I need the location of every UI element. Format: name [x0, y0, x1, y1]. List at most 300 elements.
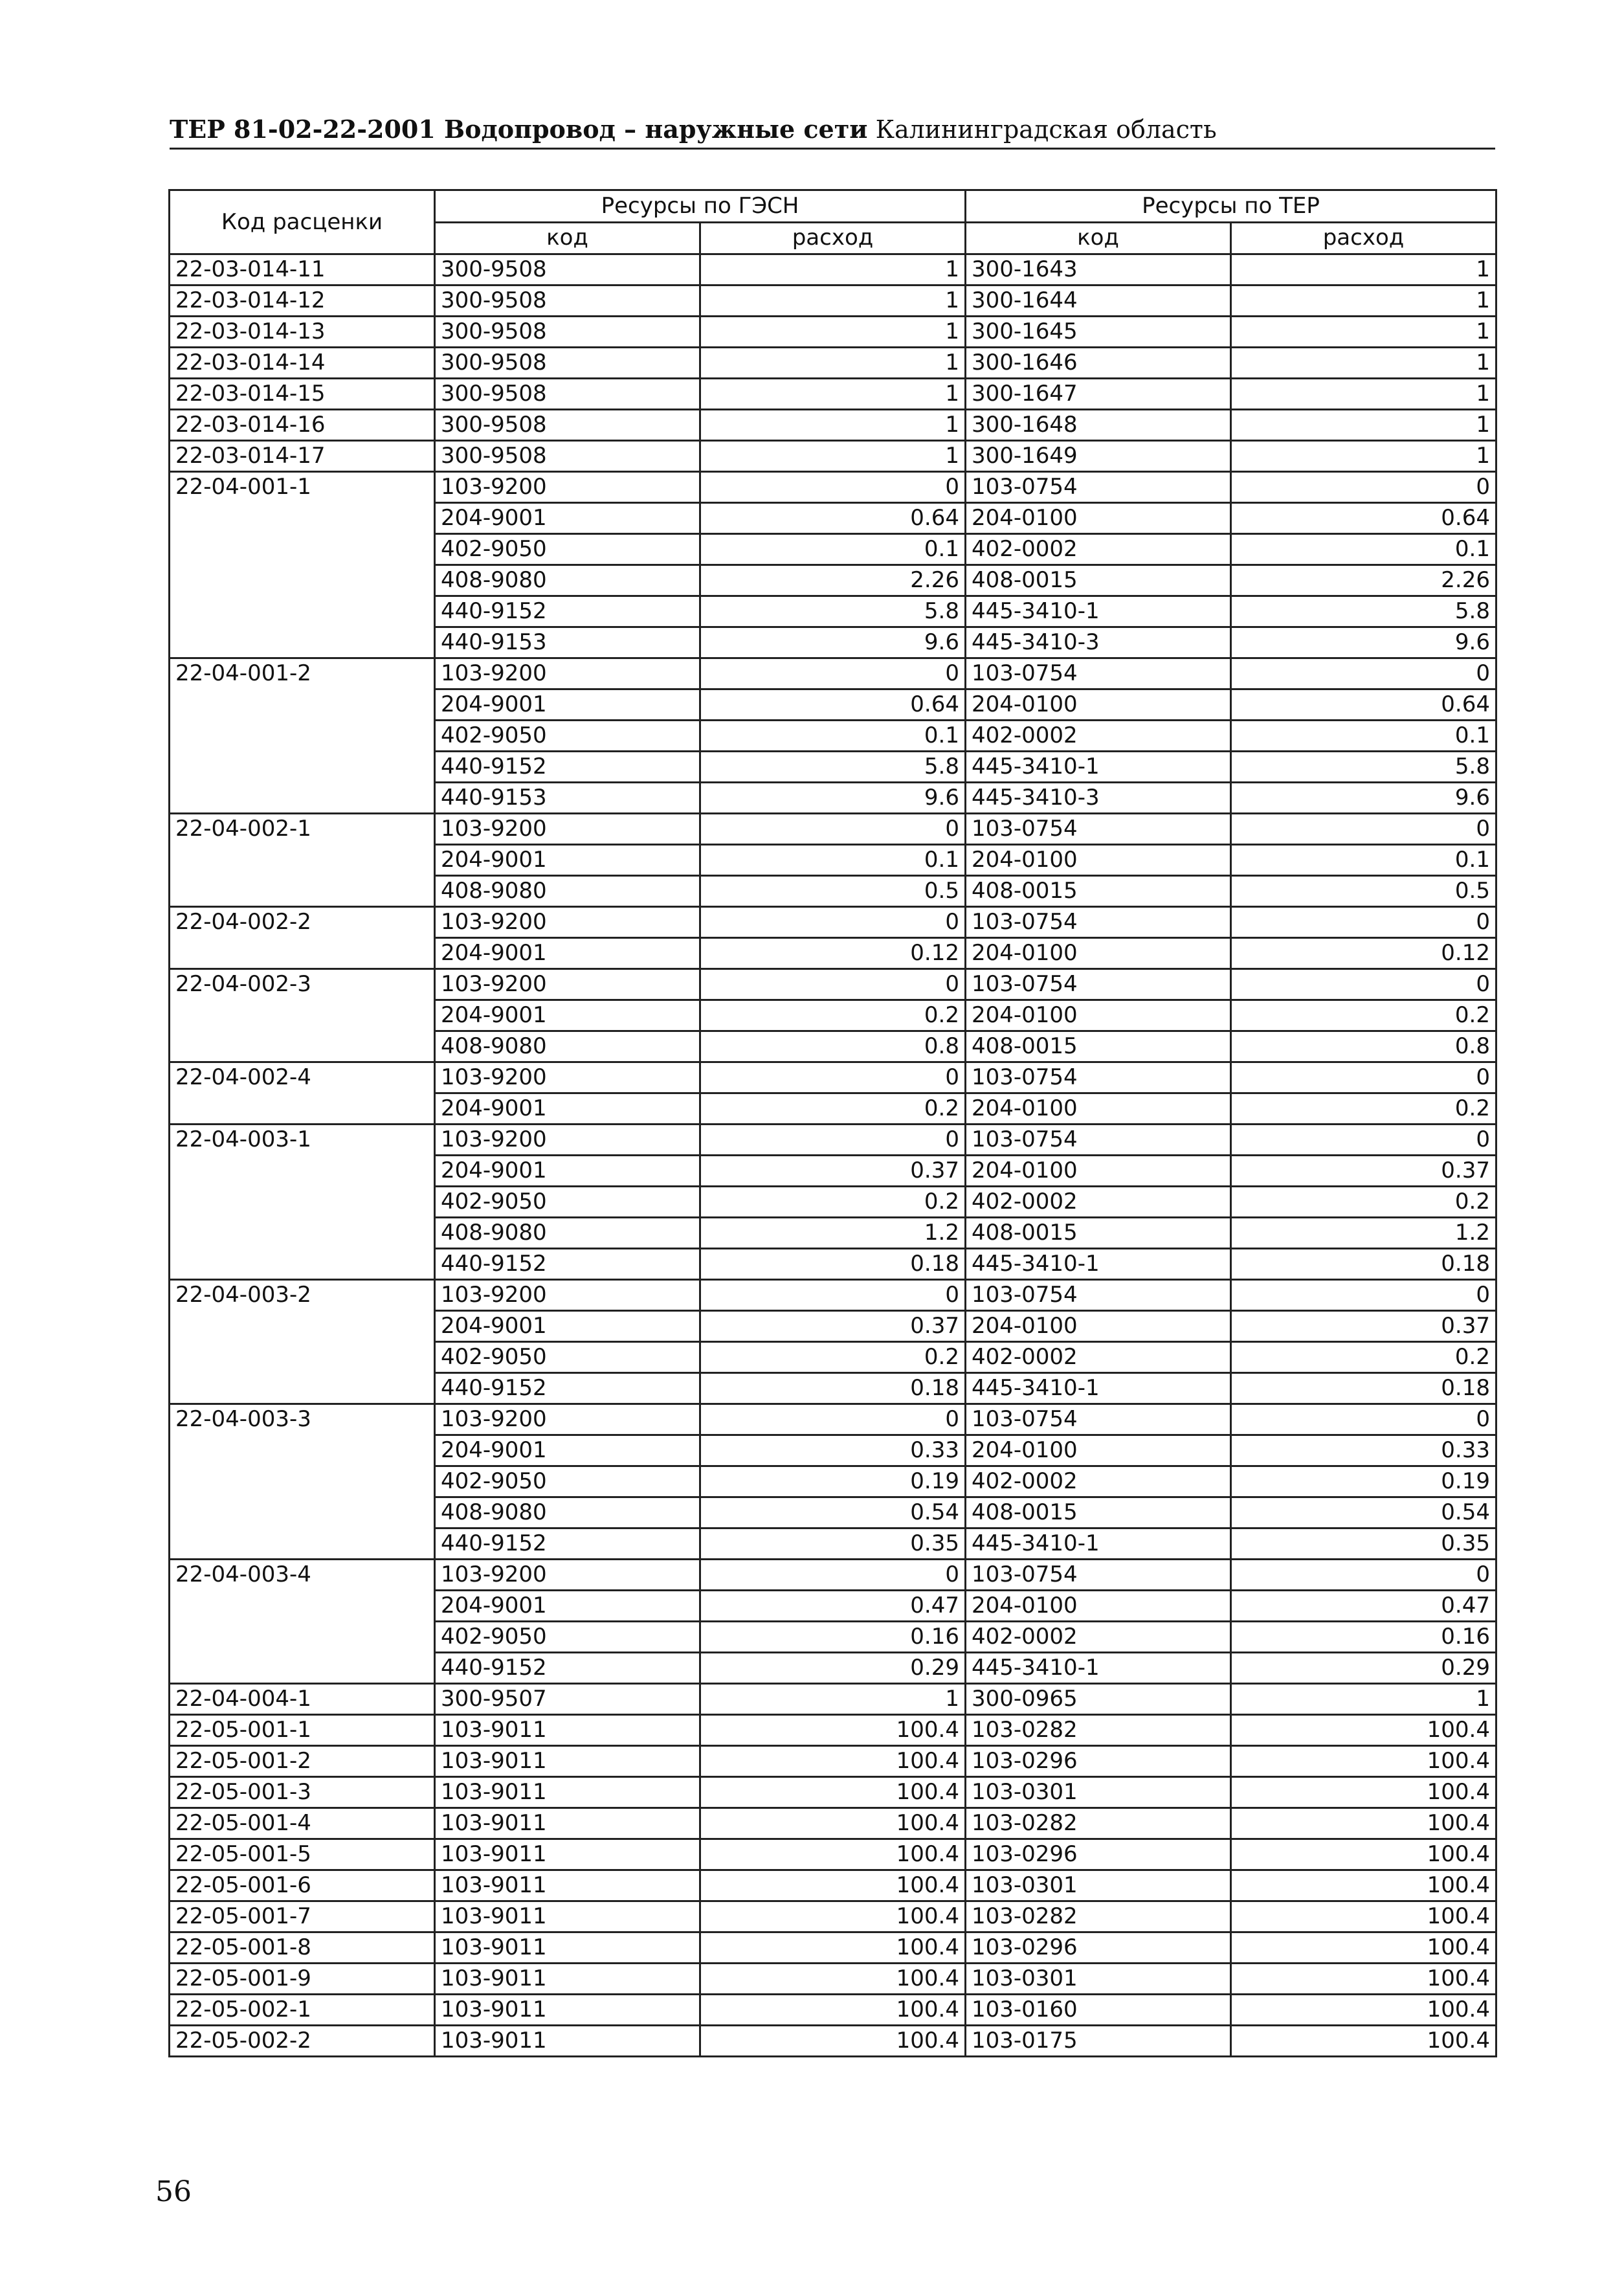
table-row — [170, 441, 1496, 472]
rate-code-cell: 22-04-002-1 — [170, 814, 435, 907]
gesn-code-cell: 204-9001 — [435, 1093, 700, 1125]
ter-code-cell: 204-0100 — [966, 1156, 1231, 1187]
rate-code-cell: 22-04-002-4 — [170, 1062, 435, 1125]
ter-consumption-cell: 0.12 — [1231, 938, 1496, 969]
ter-code-cell: 103-0301 — [966, 1964, 1231, 1995]
gesn-consumption-cell: 0 — [700, 1062, 966, 1093]
ter-code-cell: 408-0015 — [966, 1031, 1231, 1062]
ter-consumption-cell: 1 — [1231, 348, 1496, 379]
ter-code-cell: 103-0754 — [966, 969, 1231, 1000]
ter-code-cell: 103-0296 — [966, 1839, 1231, 1870]
gesn-code-cell: 103-9200 — [435, 1280, 700, 1311]
ter-consumption-cell: 0.18 — [1231, 1249, 1496, 1280]
ter-code-cell: 402-0002 — [966, 721, 1231, 752]
gesn-code-header: код — [435, 222, 700, 254]
gesn-code-cell: 440-9152 — [435, 1653, 700, 1684]
gesn-code-cell: 103-9011 — [435, 1746, 700, 1777]
ter-code-cell: 402-0002 — [966, 534, 1231, 565]
ter-consumption-cell: 0.1 — [1231, 845, 1496, 876]
gesn-consumption-cell: 0.64 — [700, 689, 966, 721]
ter-code-cell: 103-0754 — [966, 472, 1231, 503]
gesn-code-cell: 204-9001 — [435, 1000, 700, 1031]
table-header — [170, 190, 1496, 254]
gesn-code-cell: 103-9011 — [435, 1995, 700, 2026]
ter-consumption-cell: 1 — [1231, 441, 1496, 472]
gesn-code-cell: 103-9200 — [435, 814, 700, 845]
table-row — [170, 2026, 1496, 2057]
gesn-code-cell: 103-9011 — [435, 1964, 700, 1995]
ter-code-cell: 103-0754 — [966, 1560, 1231, 1591]
gesn-consumption-cell: 0.64 — [700, 503, 966, 534]
gesn-consumption-cell: 0 — [700, 1125, 966, 1156]
rate-code-cell: 22-03-014-16 — [170, 410, 435, 441]
table-row — [170, 658, 1496, 689]
gesn-consumption-cell: 0.35 — [700, 1528, 966, 1560]
rate-code-cell: 22-04-001-2 — [170, 658, 435, 814]
rate-code-cell: 22-05-001-4 — [170, 1808, 435, 1839]
table-row — [170, 1684, 1496, 1715]
ter-consumption-cell: 0 — [1231, 1062, 1496, 1093]
gesn-consumption-cell: 9.6 — [700, 783, 966, 814]
ter-consumption-cell: 0.37 — [1231, 1311, 1496, 1342]
gesn-code-cell: 204-9001 — [435, 689, 700, 721]
rate-code-cell: 22-03-014-13 — [170, 317, 435, 348]
table-row — [170, 1125, 1496, 1156]
rate-code-cell: 22-04-003-4 — [170, 1560, 435, 1684]
gesn-code-cell: 204-9001 — [435, 1156, 700, 1187]
rate-code-cell: 22-03-014-17 — [170, 441, 435, 472]
gesn-code-cell: 440-9152 — [435, 1373, 700, 1404]
gesn-consumption-cell: 1 — [700, 410, 966, 441]
ter-code-cell: 103-0301 — [966, 1870, 1231, 1901]
gesn-code-cell: 408-9080 — [435, 1031, 700, 1062]
ter-consumption-cell: 0.35 — [1231, 1528, 1496, 1560]
ter-code-cell: 402-0002 — [966, 1466, 1231, 1497]
ter-consumption-cell: 0.16 — [1231, 1622, 1496, 1653]
ter-code-cell: 103-0754 — [966, 814, 1231, 845]
gesn-consumption-cell: 0 — [700, 969, 966, 1000]
table-row — [170, 254, 1496, 286]
ter-code-header: код — [966, 222, 1231, 254]
ter-consumption-cell: 100.4 — [1231, 1746, 1496, 1777]
ter-code-cell: 103-0754 — [966, 1404, 1231, 1435]
ter-code-cell: 204-0100 — [966, 1000, 1231, 1031]
gesn-consumption-cell: 1 — [700, 254, 966, 286]
gesn-code-cell: 103-9011 — [435, 1808, 700, 1839]
ter-consumption-cell: 5.8 — [1231, 752, 1496, 783]
gesn-code-cell: 300-9508 — [435, 348, 700, 379]
gesn-code-cell: 408-9080 — [435, 565, 700, 596]
ter-consumption-cell: 0.1 — [1231, 721, 1496, 752]
rate-code-cell: 22-04-001-1 — [170, 472, 435, 658]
gesn-code-cell: 408-9080 — [435, 1497, 700, 1528]
ter-code-cell: 204-0100 — [966, 503, 1231, 534]
gesn-consumption-cell: 0.33 — [700, 1435, 966, 1466]
ter-consumption-cell: 1 — [1231, 286, 1496, 317]
rate-code-cell: 22-05-001-9 — [170, 1964, 435, 1995]
gesn-consumption-cell: 1.2 — [700, 1218, 966, 1249]
rate-code-cell: 22-05-001-3 — [170, 1777, 435, 1808]
ter-code-cell: 204-0100 — [966, 845, 1231, 876]
ter-code-cell: 204-0100 — [966, 1311, 1231, 1342]
ter-consumption-cell: 0 — [1231, 969, 1496, 1000]
gesn-consumption-cell: 100.4 — [700, 1870, 966, 1901]
ter-code-cell: 103-0754 — [966, 1062, 1231, 1093]
table-row — [170, 1995, 1496, 2026]
gesn-consumption-cell: 0.1 — [700, 845, 966, 876]
ter-consumption-cell: 0 — [1231, 814, 1496, 845]
table-row — [170, 1964, 1496, 1995]
ter-consumption-cell: 0.2 — [1231, 1187, 1496, 1218]
rate-code-cell: 22-04-002-3 — [170, 969, 435, 1062]
gesn-code-cell: 103-9011 — [435, 1901, 700, 1932]
ter-consumption-cell: 100.4 — [1231, 1808, 1496, 1839]
gesn-consumption-cell: 0.5 — [700, 876, 966, 907]
rate-code-cell: 22-03-014-15 — [170, 379, 435, 410]
gesn-consumption-cell: 0.47 — [700, 1591, 966, 1622]
gesn-code-cell: 103-9200 — [435, 969, 700, 1000]
gesn-code-cell: 402-9050 — [435, 1622, 700, 1653]
gesn-code-cell: 103-9011 — [435, 1777, 700, 1808]
ter-code-cell: 300-1649 — [966, 441, 1231, 472]
ter-code-cell: 445-3410-1 — [966, 752, 1231, 783]
gesn-consumption-cell: 100.4 — [700, 1901, 966, 1932]
ter-code-cell: 402-0002 — [966, 1187, 1231, 1218]
gesn-code-cell: 402-9050 — [435, 721, 700, 752]
ter-consumption-cell: 1 — [1231, 317, 1496, 348]
gesn-code-cell: 408-9080 — [435, 1218, 700, 1249]
ter-consumption-cell: 0.29 — [1231, 1653, 1496, 1684]
resources-table — [168, 189, 1497, 2057]
gesn-consumption-cell: 0.2 — [700, 1093, 966, 1125]
gesn-code-cell: 408-9080 — [435, 876, 700, 907]
gesn-consumption-cell: 9.6 — [700, 627, 966, 658]
ter-code-cell: 103-0754 — [966, 907, 1231, 938]
table-row — [170, 1560, 1496, 1591]
rate-code-cell: 22-04-004-1 — [170, 1684, 435, 1715]
ter-consumption-cell: 100.4 — [1231, 2026, 1496, 2057]
table-row — [170, 1404, 1496, 1435]
ter-code-cell: 300-1647 — [966, 379, 1231, 410]
ter-consumption-cell: 100.4 — [1231, 1995, 1496, 2026]
rate-code-cell: 22-03-014-11 — [170, 254, 435, 286]
gesn-consumption-cell: 0 — [700, 1560, 966, 1591]
ter-code-cell: 300-1646 — [966, 348, 1231, 379]
gesn-consumption-cell: 0.16 — [700, 1622, 966, 1653]
gesn-consumption-cell: 0.8 — [700, 1031, 966, 1062]
gesn-consumption-cell: 0.2 — [700, 1187, 966, 1218]
gesn-consumption-cell: 0 — [700, 472, 966, 503]
gesn-consumption-cell: 1 — [700, 286, 966, 317]
ter-consumption-cell: 0.47 — [1231, 1591, 1496, 1622]
ter-consumption-cell: 0.64 — [1231, 503, 1496, 534]
ter-code-cell: 103-0754 — [966, 658, 1231, 689]
gesn-consumption-cell: 100.4 — [700, 1995, 966, 2026]
ter-consumption-cell: 1 — [1231, 379, 1496, 410]
gesn-code-cell: 402-9050 — [435, 1466, 700, 1497]
table-row — [170, 1777, 1496, 1808]
gesn-consumption-cell: 100.4 — [700, 2026, 966, 2057]
gesn-code-cell: 103-9200 — [435, 472, 700, 503]
table-row — [170, 1715, 1496, 1746]
page-header — [170, 114, 1495, 150]
gesn-code-cell: 204-9001 — [435, 845, 700, 876]
gesn-code-cell: 204-9001 — [435, 938, 700, 969]
ter-code-cell: 445-3410-1 — [966, 596, 1231, 627]
ter-consumption-cell: 9.6 — [1231, 783, 1496, 814]
ter-consumption-cell: 0 — [1231, 658, 1496, 689]
rate-code-cell: 22-05-001-8 — [170, 1932, 435, 1964]
ter-code-cell: 445-3410-1 — [966, 1249, 1231, 1280]
ter-consumption-cell: 0.8 — [1231, 1031, 1496, 1062]
table-row — [170, 317, 1496, 348]
gesn-code-cell: 402-9050 — [435, 1342, 700, 1373]
ter-code-cell: 445-3410-1 — [966, 1653, 1231, 1684]
table-row — [170, 1808, 1496, 1839]
ter-code-cell: 300-0965 — [966, 1684, 1231, 1715]
gesn-consumption-cell: 1 — [700, 1684, 966, 1715]
gesn-code-cell: 300-9508 — [435, 441, 700, 472]
rate-code-cell: 22-04-002-2 — [170, 907, 435, 969]
ter-code-cell: 103-0282 — [966, 1715, 1231, 1746]
gesn-consumption-cell: 0.1 — [700, 534, 966, 565]
gesn-code-cell: 300-9508 — [435, 410, 700, 441]
ter-code-cell: 445-3410-3 — [966, 627, 1231, 658]
gesn-code-cell: 300-9507 — [435, 1684, 700, 1715]
gesn-code-cell: 402-9050 — [435, 1187, 700, 1218]
ter-code-cell: 408-0015 — [966, 1497, 1231, 1528]
ter-consumption-cell: 0 — [1231, 1280, 1496, 1311]
ter-code-cell: 402-0002 — [966, 1342, 1231, 1373]
ter-code-cell: 204-0100 — [966, 1093, 1231, 1125]
ter-code-cell: 300-1644 — [966, 286, 1231, 317]
ter-consumption-cell: 0 — [1231, 1404, 1496, 1435]
gesn-consumption-cell: 1 — [700, 317, 966, 348]
ter-consumption-cell: 0.5 — [1231, 876, 1496, 907]
gesn-code-cell: 204-9001 — [435, 503, 700, 534]
ter-consumption-cell: 100.4 — [1231, 1777, 1496, 1808]
gesn-consumption-cell: 5.8 — [700, 752, 966, 783]
ter-code-cell: 402-0002 — [966, 1622, 1231, 1653]
rate-code-cell: 22-05-002-2 — [170, 2026, 435, 2057]
gesn-code-cell: 440-9152 — [435, 752, 700, 783]
gesn-consumption-cell: 0 — [700, 1280, 966, 1311]
gesn-code-cell: 440-9152 — [435, 1249, 700, 1280]
ter-code-cell: 204-0100 — [966, 1591, 1231, 1622]
rate-code-cell: 22-05-001-6 — [170, 1870, 435, 1901]
table-row — [170, 1932, 1496, 1964]
table-row — [170, 1839, 1496, 1870]
table-row — [170, 348, 1496, 379]
gesn-consumption-cell: 0.12 — [700, 938, 966, 969]
gesn-consumption-cell: 100.4 — [700, 1932, 966, 1964]
gesn-consumption-cell: 0.18 — [700, 1373, 966, 1404]
ter-code-cell: 445-3410-1 — [966, 1373, 1231, 1404]
ter-consumption-cell: 1 — [1231, 410, 1496, 441]
ter-consumption-cell: 0 — [1231, 472, 1496, 503]
rate-code-cell: 22-04-003-3 — [170, 1404, 435, 1560]
table-row — [170, 969, 1496, 1000]
gesn-consumption-cell: 100.4 — [700, 1808, 966, 1839]
ter-code-cell: 103-0296 — [966, 1746, 1231, 1777]
gesn-consumption-cell: 0.37 — [700, 1156, 966, 1187]
rate-code-cell: 22-05-001-1 — [170, 1715, 435, 1746]
ter-consumption-cell: 0.19 — [1231, 1466, 1496, 1497]
gesn-code-cell: 103-9200 — [435, 1062, 700, 1093]
ter-consumption-cell: 0 — [1231, 1125, 1496, 1156]
table-row — [170, 286, 1496, 317]
gesn-consumption-cell: 0 — [700, 658, 966, 689]
gesn-code-cell: 440-9152 — [435, 1528, 700, 1560]
gesn-code-cell: 103-9200 — [435, 1404, 700, 1435]
table-row — [170, 1746, 1496, 1777]
gesn-code-cell: 103-9011 — [435, 1932, 700, 1964]
ter-code-cell: 204-0100 — [966, 689, 1231, 721]
gesn-code-cell: 103-9011 — [435, 2026, 700, 2057]
gesn-code-cell: 300-9508 — [435, 379, 700, 410]
ter-consumption-cell: 0.64 — [1231, 689, 1496, 721]
gesn-consumption-cell: 0.2 — [700, 1000, 966, 1031]
rate-code-cell: 22-05-002-1 — [170, 1995, 435, 2026]
ter-code-cell: 103-0175 — [966, 2026, 1231, 2057]
header-region: Калининградская область — [875, 115, 1217, 144]
table-row — [170, 1870, 1496, 1901]
gesn-code-cell: 300-9508 — [435, 254, 700, 286]
gesn-consumption-cell: 100.4 — [700, 1839, 966, 1870]
ter-consumption-cell: 5.8 — [1231, 596, 1496, 627]
ter-code-cell: 445-3410-1 — [966, 1528, 1231, 1560]
gesn-code-cell: 103-9200 — [435, 907, 700, 938]
rate-code-header: Код расценки — [170, 190, 435, 254]
table-body — [170, 254, 1496, 2057]
ter-code-cell: 103-0754 — [966, 1125, 1231, 1156]
ter-consumption-cell: 1.2 — [1231, 1218, 1496, 1249]
table-row — [170, 379, 1496, 410]
table-row — [170, 814, 1496, 845]
gesn-consumption-cell: 1 — [700, 379, 966, 410]
gesn-code-cell: 440-9153 — [435, 627, 700, 658]
ter-consumption-cell: 9.6 — [1231, 627, 1496, 658]
gesn-code-cell: 300-9508 — [435, 317, 700, 348]
gesn-consumption-cell: 1 — [700, 348, 966, 379]
gesn-code-cell: 204-9001 — [435, 1435, 700, 1466]
table-row — [170, 907, 1496, 938]
gesn-code-cell: 440-9152 — [435, 596, 700, 627]
gesn-consumption-cell: 100.4 — [700, 1746, 966, 1777]
ter-code-cell: 408-0015 — [966, 1218, 1231, 1249]
rate-code-cell: 22-03-014-12 — [170, 286, 435, 317]
ter-consumption-cell: 100.4 — [1231, 1715, 1496, 1746]
ter-consumption-cell: 0 — [1231, 907, 1496, 938]
table-row — [170, 410, 1496, 441]
ter-code-cell: 300-1645 — [966, 317, 1231, 348]
table-row — [170, 1062, 1496, 1093]
table-row — [170, 1280, 1496, 1311]
table-row — [170, 472, 1496, 503]
ter-consumption-cell: 0.33 — [1231, 1435, 1496, 1466]
gesn-consumption-cell: 0.1 — [700, 721, 966, 752]
ter-consumption-cell: 0.2 — [1231, 1000, 1496, 1031]
ter-consumption-cell: 1 — [1231, 254, 1496, 286]
header-title: ТЕР 81-02-22-2001 Водопровод – наружные сети — [170, 115, 868, 144]
gesn-resources-header: Ресурсы по ГЭСН — [435, 190, 966, 223]
ter-code-cell: 408-0015 — [966, 876, 1231, 907]
gesn-code-cell: 440-9153 — [435, 783, 700, 814]
gesn-consumption-cell: 0 — [700, 1404, 966, 1435]
ter-resources-header: Ресурсы по ТЕР — [966, 190, 1496, 223]
gesn-consumption-cell: 5.8 — [700, 596, 966, 627]
ter-consumption-cell: 0.18 — [1231, 1373, 1496, 1404]
gesn-code-cell: 103-9011 — [435, 1715, 700, 1746]
ter-consumption-cell: 100.4 — [1231, 1839, 1496, 1870]
gesn-code-cell: 204-9001 — [435, 1591, 700, 1622]
ter-consumption-header: расход — [1231, 222, 1496, 254]
rate-code-cell: 22-04-003-2 — [170, 1280, 435, 1404]
ter-consumption-cell: 0 — [1231, 1560, 1496, 1591]
ter-code-cell: 103-0282 — [966, 1901, 1231, 1932]
ter-consumption-cell: 100.4 — [1231, 1901, 1496, 1932]
gesn-consumption-cell: 100.4 — [700, 1715, 966, 1746]
gesn-consumption-cell: 0 — [700, 814, 966, 845]
table-row — [170, 1901, 1496, 1932]
gesn-consumption-cell: 0 — [700, 907, 966, 938]
ter-code-cell: 204-0100 — [966, 1435, 1231, 1466]
gesn-consumption-header: расход — [700, 222, 966, 254]
ter-consumption-cell: 0.54 — [1231, 1497, 1496, 1528]
page-number: 56 — [155, 2175, 192, 2208]
gesn-consumption-cell: 100.4 — [700, 1964, 966, 1995]
ter-code-cell: 300-1643 — [966, 254, 1231, 286]
ter-code-cell: 103-0754 — [966, 1280, 1231, 1311]
ter-code-cell: 204-0100 — [966, 938, 1231, 969]
ter-consumption-cell: 0.2 — [1231, 1342, 1496, 1373]
rate-code-cell: 22-05-001-7 — [170, 1901, 435, 1932]
ter-consumption-cell: 0.1 — [1231, 534, 1496, 565]
ter-code-cell: 300-1648 — [966, 410, 1231, 441]
gesn-code-cell: 204-9001 — [435, 1311, 700, 1342]
ter-consumption-cell: 0.2 — [1231, 1093, 1496, 1125]
rate-code-cell: 22-05-001-5 — [170, 1839, 435, 1870]
ter-code-cell: 103-0296 — [966, 1932, 1231, 1964]
ter-code-cell: 103-0160 — [966, 1995, 1231, 2026]
ter-code-cell: 103-0301 — [966, 1777, 1231, 1808]
gesn-consumption-cell: 100.4 — [700, 1777, 966, 1808]
gesn-code-cell: 103-9200 — [435, 1560, 700, 1591]
ter-code-cell: 445-3410-3 — [966, 783, 1231, 814]
gesn-consumption-cell: 1 — [700, 441, 966, 472]
gesn-consumption-cell: 0.19 — [700, 1466, 966, 1497]
ter-code-cell: 408-0015 — [966, 565, 1231, 596]
gesn-code-cell: 300-9508 — [435, 286, 700, 317]
rate-code-cell: 22-03-014-14 — [170, 348, 435, 379]
ter-consumption-cell: 100.4 — [1231, 1870, 1496, 1901]
ter-consumption-cell: 2.26 — [1231, 565, 1496, 596]
gesn-consumption-cell: 0.2 — [700, 1342, 966, 1373]
gesn-consumption-cell: 0.18 — [700, 1249, 966, 1280]
rate-code-cell: 22-04-003-1 — [170, 1125, 435, 1280]
gesn-code-cell: 103-9200 — [435, 658, 700, 689]
gesn-code-cell: 103-9200 — [435, 1125, 700, 1156]
ter-consumption-cell: 1 — [1231, 1684, 1496, 1715]
gesn-code-cell: 402-9050 — [435, 534, 700, 565]
rate-code-cell: 22-05-001-2 — [170, 1746, 435, 1777]
ter-consumption-cell: 100.4 — [1231, 1932, 1496, 1964]
ter-code-cell: 103-0282 — [966, 1808, 1231, 1839]
gesn-consumption-cell: 0.54 — [700, 1497, 966, 1528]
gesn-code-cell: 103-9011 — [435, 1870, 700, 1901]
gesn-consumption-cell: 0.29 — [700, 1653, 966, 1684]
ter-consumption-cell: 0.37 — [1231, 1156, 1496, 1187]
